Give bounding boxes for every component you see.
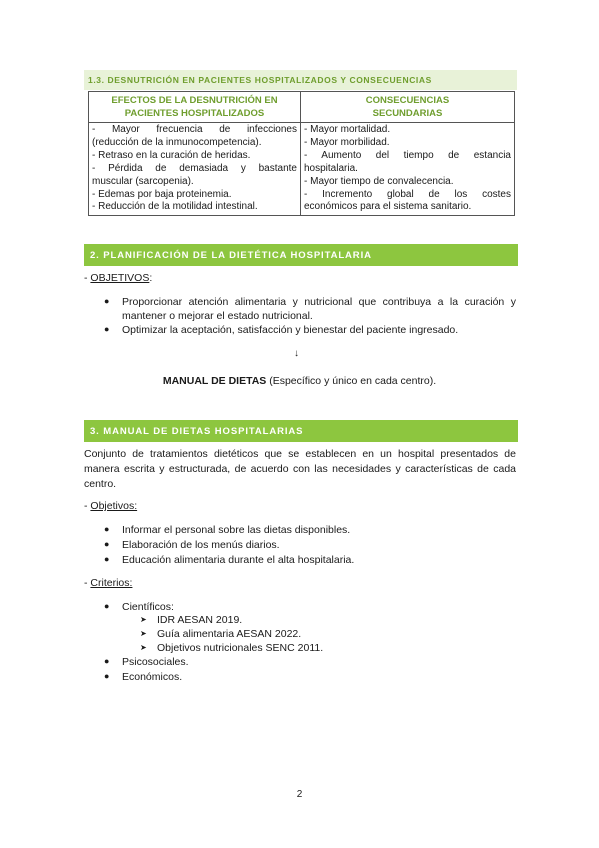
consequence-line: - Mayor morbilidad. bbox=[304, 136, 390, 148]
objective-item: Informar el personal sobre las dietas disponibles. bbox=[122, 524, 351, 536]
criteria-heading: - Criterios: bbox=[84, 577, 133, 589]
consequence-line: - Mayor mortalidad. bbox=[304, 124, 391, 135]
criteria-item: Psicosociales. bbox=[122, 656, 189, 668]
arrow-bullet-icon: ➤ bbox=[140, 643, 147, 652]
section-1-3-title: 1.3. DESNUTRICIÓN EN PACIENTES HOSPITALIZADOS Y CONSECUENCIAS bbox=[84, 70, 517, 90]
manual-de-dietas-line: MANUAL DE DIETAS (Específico y único en cada centro). bbox=[162, 375, 437, 387]
arrow-bullet-icon: ➤ bbox=[140, 629, 147, 638]
effect-line: (reducción de la inmunocompetencia). bbox=[92, 136, 262, 148]
consequence-line: hospitalaria. bbox=[304, 162, 358, 174]
section-2-title: 2. PLANIFICACIÓN DE LA DIETÉTICA HOSPITALARIA bbox=[84, 244, 518, 266]
bullet-icon: ● bbox=[104, 524, 110, 534]
consequence-line: - Incremento global de los costes bbox=[304, 188, 511, 200]
arrow-bullet-icon: ➤ bbox=[140, 615, 147, 624]
objectives-heading: - OBJETIVOS: bbox=[84, 272, 153, 284]
scientific-item: Guía alimentaria AESAN 2022. bbox=[157, 628, 302, 640]
bullet-icon: ● bbox=[104, 539, 110, 549]
effect-line: - Reducción de la motilidad intestinal. bbox=[92, 201, 258, 213]
intro-paragraph-line: manera escrita y estructurada, de acuerdo con las necesidades y características de cada bbox=[84, 463, 516, 475]
bullet-icon: ● bbox=[104, 656, 110, 666]
bullet-icon: ● bbox=[104, 601, 110, 611]
objective-item-continued: mantener o mejorar el estado nutricional. bbox=[122, 310, 313, 322]
intro-paragraph-line: centro. bbox=[84, 478, 117, 490]
consequence-line: - Mayor tiempo de convalecencia. bbox=[304, 175, 454, 187]
objective-item: Optimizar la aceptación, satisfacción y bienestar del paciente ingresado. bbox=[122, 324, 459, 336]
consequences-cell bbox=[301, 123, 515, 216]
consequence-line: - Aumento del tiempo de estancia bbox=[304, 149, 511, 161]
page-number: 2 bbox=[296, 789, 303, 800]
criteria-item: Científicos: bbox=[122, 601, 174, 613]
objective-item: Elaboración de los menús diarios. bbox=[122, 539, 280, 551]
effect-line: - Edemas por baja proteinemia. bbox=[92, 188, 232, 200]
criteria-item: Económicos. bbox=[122, 671, 183, 683]
objective-item: Educación alimentaria durante el alta hospitalaria. bbox=[122, 554, 355, 566]
table-header-consequences: CONSECUENCIAS SECUNDARIAS bbox=[301, 92, 515, 123]
scientific-item: Objetivos nutricionales SENC 2011. bbox=[157, 642, 324, 654]
intro-paragraph-line: Conjunto de tratamientos dietéticos que se establecen en un hospital presentados de bbox=[84, 448, 516, 460]
effect-line: - Pérdida de demasiada y bastante bbox=[92, 162, 297, 174]
effect-line: - Mayor frecuencia de infecciones bbox=[92, 124, 297, 135]
malnutrition-effects-table bbox=[88, 91, 515, 216]
section-3-title: 3. MANUAL DE DIETAS HOSPITALARIAS bbox=[84, 420, 518, 442]
bullet-icon: ● bbox=[104, 554, 110, 564]
table-header-effects: EFECTOS DE LA DESNUTRICIÓN EN PACIENTES HOSPITALIZADOS bbox=[89, 92, 301, 123]
bullet-icon: ● bbox=[104, 671, 110, 681]
effect-line: - Retraso en la curación de heridas. bbox=[92, 149, 251, 161]
objectives-heading: - Objetivos: bbox=[84, 500, 138, 512]
consequence-line: económicos para el sistema sanitario. bbox=[304, 201, 472, 213]
effect-line: muscular (sarcopenia). bbox=[92, 175, 194, 187]
objective-item: Proporcionar atención alimentaria y nutricional que contribuya a la curación y bbox=[122, 296, 516, 308]
bullet-icon: ● bbox=[104, 324, 110, 334]
scientific-item: IDR AESAN 2019. bbox=[157, 614, 243, 626]
bullet-icon: ● bbox=[104, 296, 110, 306]
effects-cell bbox=[89, 123, 301, 216]
down-arrow-icon: ↓ bbox=[294, 348, 299, 359]
